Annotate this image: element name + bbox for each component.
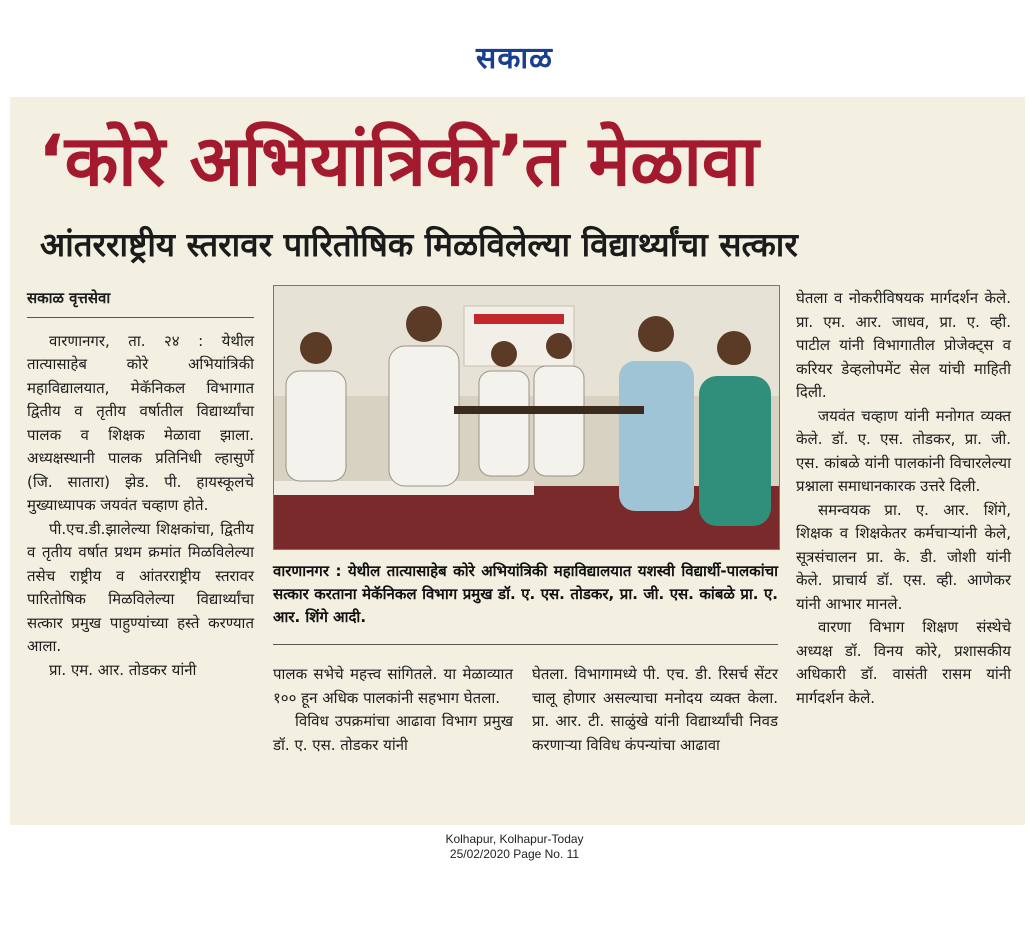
article-column-3	[532, 663, 778, 757]
paragraph: पालक सभेचे महत्त्व सांगितले. या मेळाव्यात १०० हून अधिक पालकांनी सहभाग घेतला.	[273, 665, 513, 707]
paragraph: समन्वयक प्रा. ए. आर. शिंगे, शिक्षक व शिक्षकेतर कर्मचाऱ्यांनी केले, सूत्रसंचालन प्रा. के. डी. जोशी यांनी केले. प्राचार्य डॉ. एस. व्ही. आणेकर यांनी आभार मानले.	[796, 500, 1011, 613]
article-column-2	[273, 663, 513, 757]
paragraph: घेतला. विभागामध्ये पी. एच. डी. रिसर्च सेंटर चालू होणार असल्याचा मनोदय व्यक्त केला. प्रा. आर. टी. साळुंखे यांनी विद्यार्थ्यांची निवड करणाऱ्या विविध कंपन्यांचा आढावा	[532, 665, 778, 754]
date-page-label: 25/02/2020 Page No. 11	[449, 847, 580, 861]
article-column-1	[27, 287, 254, 682]
paragraph: प्रा. एम. आर. तोडकर यांनी	[49, 660, 197, 679]
paragraph: घेतला व नोकरीविषयक मार्गदर्शन केले. प्रा. एम. आर. जाधव, प्रा. ए. व्ही. पाटील यांनी विभागातील प्रोजेक्ट्स व करियर डेव्हलोपमेंट सेल यांची माहिती दिली.	[796, 289, 1011, 401]
subheadline: आंतरराष्ट्रीय स्तरावर पारितोषिक मिळविलेल्या विद्यार्थ्यांचा सत्कार	[40, 225, 798, 264]
news-clipping	[10, 97, 1025, 825]
masthead-logo: सकाळ	[476, 41, 553, 76]
photo-caption: वारणानगर : येथील तात्यासाहेब कोरे अभियांत्रिकी महाविद्यालयात यशस्वी विद्यार्थी-पालकांचा सत्कार करताना मेकॅनिकल विभाग प्रमुख डॉ. ए. एस. तोडकर, प्रा. जी. एस. कांबळे प्रा. ए. आर. शिंगे आदी.	[273, 562, 778, 626]
edition-label: Kolhapur, Kolhapur-Today	[445, 832, 584, 846]
paragraph: जयवंत चव्हाण यांनी मनोगत व्यक्त केले. डॉ. ए. एस. तोडकर, प्रा. जी. एस. कांबळे यांनी पालकांनी विचारलेल्या प्रश्नाला समाधानकारक उत्तरे दिली.	[796, 406, 1011, 495]
event-photo	[273, 285, 780, 550]
paragraph: वारणानगर, ता. २४ : येथील तात्यासाहेब कोरे अभियांत्रिकी महाविद्यालयात, मेकॅनिकल विभागात द्वितीय व तृतीय वर्षातील विद्यार्थ्यांचा पालक व शिक्षक मेळावा झाला. अध्यक्षस्थानी पालक प्रतिनिधी ल्हासुर्णे (जि. सातारा) झेड. पी. हायस्कूलचे मुख्याध्यापक जयवंत चव्हाण होते.	[27, 331, 254, 514]
article-column-4	[796, 287, 1011, 710]
headline: ‘कोरे अभियांत्रिकी’त मेळावा	[38, 120, 759, 202]
paragraph: पी.एच.डी.झालेल्या शिक्षकांचा, द्वितीय व तृतीय वर्षात प्रथम क्रमांत मिळविलेल्या तसेच राष्ट्रीय व आंतरराष्ट्रीय स्तरावर पारितोषिक मिळविलेल्या विद्यार्थ्यांचा सत्कार प्रमुख पाहुण्यांच्या हस्ते करण्यात आला.	[27, 519, 254, 655]
paragraph: विविध उपक्रमांचा आढावा विभाग प्रमुख डॉ. ए. एस. तोडकर यांनी	[273, 712, 513, 754]
paragraph: वारणा विभाग शिक्षण संस्थेचे अध्यक्ष डॉ. विनय कोरे, प्रशासकीय अधिकारी डॉ. वासंती रासम यांनी मार्गदर्शन केले.	[796, 618, 1011, 707]
byline: सकाळ वृत्तसेवा	[27, 287, 254, 318]
caption-divider	[273, 644, 778, 645]
source-footer	[0, 832, 1029, 862]
